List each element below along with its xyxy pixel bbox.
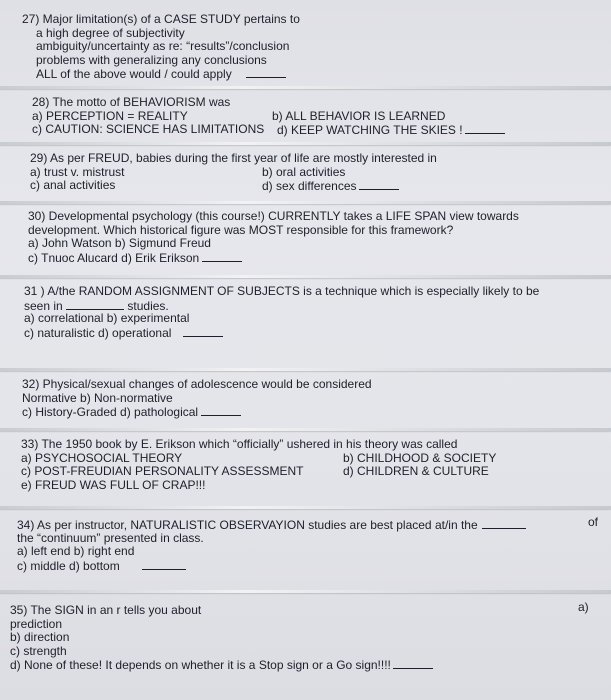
q33-option-c: c) POST-FREUDIAN PERSONALITY ASSESSMENT <box>21 464 304 478</box>
q31-options-cd: c) naturalistic d) operational <box>24 325 172 340</box>
q30-options-ab: a) John Watson b) Sigmund Freud <box>28 236 211 250</box>
q33-option-a: a) PSYCHOSOCIAL THEORY <box>21 450 183 465</box>
q30-stem-cont: development. Which historical figure was MOST responsible for this framework? <box>28 222 454 237</box>
q34-of-label: of <box>588 515 599 529</box>
q32-options-ab: Normative b) Non-normative <box>22 390 173 405</box>
q27-option: problems with generalizing any conclusions <box>36 52 267 67</box>
q30-stem: 30) Developmental psychology (this course!) CURRENTLY takes a LIFE SPAN view towards <box>28 209 519 223</box>
paper-strip-divider <box>0 368 611 371</box>
q35-option-d: d) None of these! It depends on whether it is a Stop sign or a Go sign!!!! <box>10 658 391 672</box>
answer-blank <box>393 658 433 669</box>
q28-stem: 28) The motto of BEHAVIORISM was <box>32 95 231 109</box>
answer-blank <box>359 179 399 190</box>
q28-option-a: a) PERCEPTION = REALITY <box>32 108 188 123</box>
question-34 <box>17 518 526 572</box>
q33-stem: 33) The 1950 book by E. Erikson which “officially” ushered in his theory was called <box>21 437 458 451</box>
q34-stem: 34) As per instructor, NATURALISTIC OBSERVAYION studies are best placed at/in the <box>17 518 478 532</box>
q31-options-ab: a) correlational b) experimental <box>24 311 190 325</box>
question-32 <box>22 378 372 419</box>
q27-option: a high degree of subjectivity <box>36 25 185 40</box>
q33-option-e: e) FREUD WAS FULL OF CRAP!!! <box>21 477 206 492</box>
question-27 <box>22 13 300 81</box>
q34-stem-cont: the “continuum” presented in class. <box>17 530 204 545</box>
q29-option-d: d) sex differences <box>262 179 357 193</box>
answer-blank <box>246 67 286 78</box>
paper-strip-divider <box>0 86 611 89</box>
answer-blank <box>465 123 505 134</box>
paper-strip-divider <box>0 428 611 431</box>
question-29 <box>30 152 437 193</box>
question-33 <box>21 437 497 492</box>
q35-option-b: b) direction <box>10 630 70 644</box>
q35-a-label: a) <box>578 600 589 614</box>
answer-blank <box>202 251 242 262</box>
q29-option-b: b) oral activities <box>262 164 346 179</box>
q27-option: ALL of the above would / could apply <box>36 67 232 81</box>
answer-blank <box>201 405 241 416</box>
paper-strip-divider <box>0 142 611 145</box>
answer-blank <box>482 518 526 529</box>
q29-option-c: c) anal activities <box>30 178 116 192</box>
q34-options-ab: a) left end b) right end <box>17 544 135 558</box>
q28-option-c: c) CAUTION: SCIENCE HAS LIMITATIONS <box>32 122 265 136</box>
q28-option-d: d) KEEP WATCHING THE SKIES ! <box>277 123 463 137</box>
question-35 <box>10 604 433 672</box>
paper-strip-divider <box>0 506 611 509</box>
q31-stem-cont: seen in <box>24 298 63 313</box>
q30-options-cd: c) Tnuoc Alucard d) Erik Erikson <box>28 250 200 265</box>
q29-stem: 29) As per FREUD, babies during the first year of life are mostly interested in <box>30 151 437 165</box>
q31-stem-end: studies. <box>127 298 169 313</box>
question-30 <box>28 210 519 264</box>
paper-strip-divider <box>0 275 611 278</box>
q34-options-cd: c) middle d) bottom <box>17 558 120 573</box>
answer-blank <box>142 559 186 570</box>
q35-option-a: prediction <box>10 616 63 631</box>
question-28 <box>32 95 463 137</box>
q28-option-b: b) ALL BEHAVIOR IS LEARNED <box>272 108 446 123</box>
q33-option-b: b) CHILDHOOD & SOCIETY <box>343 450 497 465</box>
q32-options-cd: c) History-Graded d) pathological <box>22 405 199 419</box>
q27-option: ambiguity/uncertainty as re: “results”/conclusion <box>36 39 290 53</box>
q31-stem: 31 ) A/the RANDOM ASSIGNMENT OF SUBJECTS is a technique which is especially likely to be <box>24 284 540 298</box>
q32-stem: 32) Physical/sexual changes of adolescence would be considered <box>22 377 372 391</box>
q33-option-d: d) CHILDREN & CULTURE <box>343 464 489 478</box>
q35-option-c: c) strength <box>10 643 67 658</box>
q27-stem: 27) Major limitation(s) of a CASE STUDY pertains to <box>22 12 300 26</box>
answer-blank <box>183 326 223 337</box>
question-31 <box>24 285 539 339</box>
q35-stem: 35) The SIGN in an r tells you about <box>10 603 202 617</box>
paper-strip-divider <box>0 201 611 204</box>
q29-option-a: a) trust v. mistrust <box>30 164 125 179</box>
inline-blank <box>66 299 124 310</box>
paper-strip-divider <box>0 590 611 593</box>
